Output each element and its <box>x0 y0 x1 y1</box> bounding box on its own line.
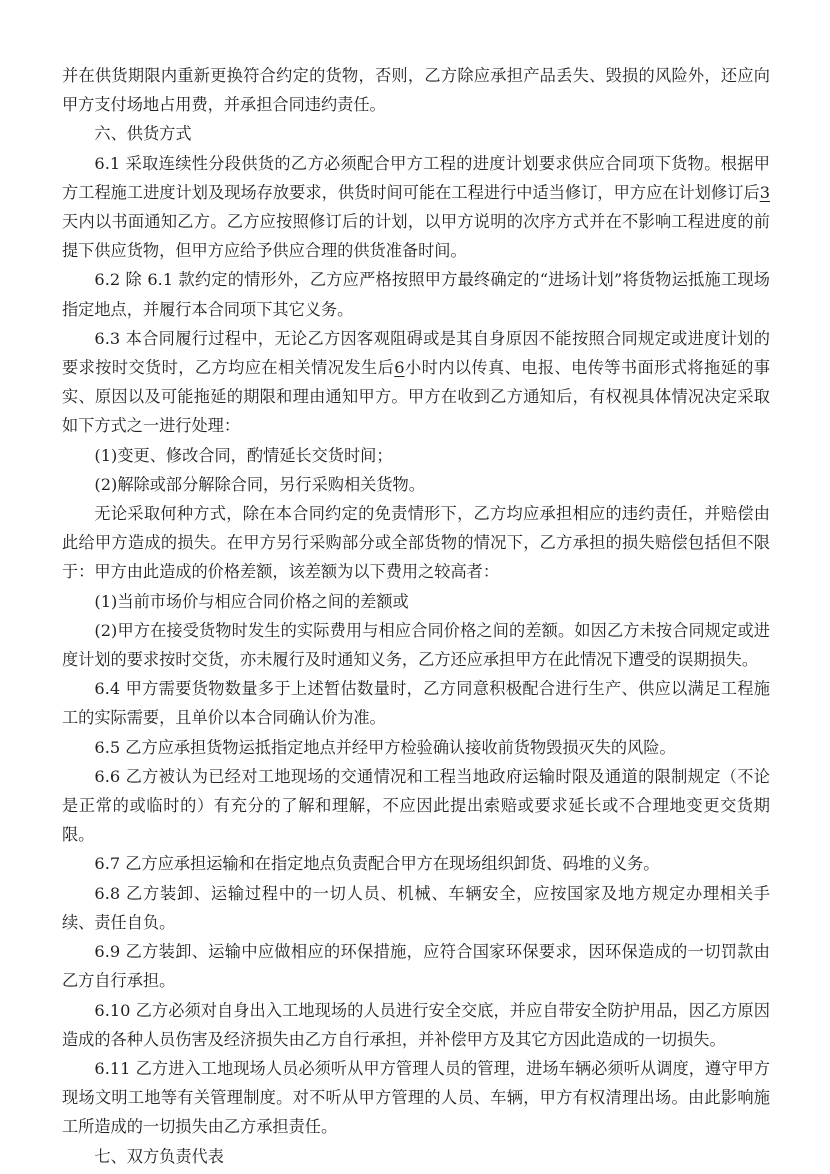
section-heading-7: 七、双方负责代表 <box>94 1146 224 1166</box>
clause-6-4: 6.4 甲方需要货物数量多于上述暂估数量时，乙方同意积极配合进行生产、供应以满足工程施工的实际需要，且单价以本合同确认价为准。 <box>62 679 770 728</box>
clause-6-3-text-b: 小时内以传真、电报、电传等书面形式将拖延的事实、原因以及可能拖延的期限和理由通知甲方。甲方在收到乙方通知后，有权视具体情况决定采取如下方式之一进行处理： <box>62 358 771 436</box>
clause-6-8: 6.8 乙方装卸、运输过程中的一切人员、机械、车辆安全，应按国家及地方规定办理相关手续、责任自负。 <box>62 883 770 932</box>
clause-6-1 <box>62 149 770 266</box>
clause-6-3-option-1: (1)变更、修改合同，酌情延长交货时间； <box>94 445 393 465</box>
document-body <box>62 61 770 1171</box>
paragraph-continuation: 并在供货期限内重新更换符合约定的货物，否则，乙方除应承担产品丢失、毁损的风险外，还应向甲方支付场地占用费，并承担合同违约责任。 <box>62 66 770 115</box>
clause-6-9: 6.9 乙方装卸、运输中应做相应的环保措施，应符合国家环保要求，因环保造成的一切罚款由乙方自行承担。 <box>62 942 770 991</box>
clause-6-3-hours-value: 6 <box>394 358 405 378</box>
clause-6-5: 6.5 乙方应承担货物运抵指定地点并经甲方检验确认接收前货物毁损灭失的风险。 <box>94 737 676 757</box>
clause-6-11: 6.11 乙方进入工地现场人员必须听从甲方管理人员的管理，进场车辆必须听从调度，遵守甲方现场文明工地等有关管理制度。对不听从甲方管理的人员、车辆，甲方有权清理出场。由此影响施工所造成的一切损失由乙方承担责任。 <box>62 1058 770 1137</box>
clause-6-3 <box>62 324 770 441</box>
clause-6-7: 6.7 乙方应承担运输和在指定地点负责配合甲方在现场组织卸货、码堆的义务。 <box>94 854 660 874</box>
clause-6-10: 6.10 乙方必须对自身出入工地现场的人员进行安全交底，并应自带安全防护用品，因乙方原因造成的各种人员伤害及经济损失由乙方自行承担，并补偿甲方及其它方因此造成的一切损失。 <box>62 1000 770 1049</box>
clause-6-3-difference-1: (1)当前市场价与相应合同价格之间的差额或 <box>94 591 409 611</box>
clause-6-1-days-value: 3 <box>759 182 770 202</box>
clause-6-1-text-b: 天内以书面通知乙方。乙方应按照修订后的计划，以甲方说明的次序方式并在不影响工程进度的前提下供应货物，但甲方应给予供应合理的供货准备时间。 <box>62 212 770 261</box>
clause-6-1-text-a: 6.1 采取连续性分段供货的乙方必须配合甲方工程的进度计划要求供应合同项下货物。根据甲方工程施工进度计划及现场存放要求，供货时间可能在工程进行中适当修订，甲方应在计划修订后 <box>62 153 770 202</box>
clause-6-2: 6.2 除 6.1 款约定的情形外，乙方应严格按照甲方最终确定的“进场计划”将货物运抵施工现场指定地点，并履行本合同项下其它义务。 <box>62 270 770 319</box>
clause-6-3-option-2: (2)解除或部分解除合同，另行采购相关货物。 <box>94 474 425 494</box>
section-heading-6: 六、供货方式 <box>94 124 192 144</box>
clause-6-3-difference-2: (2)甲方在接受货物时发生的实际费用与相应合同价格之间的差额。如因乙方未按合同规定或进度计划的要求按时交货，亦未履行及时通知义务，乙方还应承担甲方在此情况下遭受的误期损失。 <box>62 620 770 670</box>
clause-6-3-liability: 无论采取何种方式，除在本合同约定的免责情形下，乙方均应承担相应的违约责任，并赔偿由此给甲方造成的损失。在甲方另行采购部分或全部货物的情况下，乙方承担的损失赔偿包括但不限于：甲方由此造成的价格差额，该差额为以下费用之较高者： <box>62 504 770 582</box>
clause-6-6: 6.6 乙方被认为已经对工地现场的交通情况和工程当地政府运输时限及通道的限制规定（不论是正常的或临时的）有充分的了解和理解，不应因此提出索赔或要求延长或不合理地变更交货期限。 <box>62 766 770 845</box>
clause-6-3-text-a: 6.3 本合同履行过程中，无论乙方因客观阻碍或是其自身原因不能按照合同规定或进度计划的要求按时交货时，乙方均应在相关情况发生后 <box>62 328 770 378</box>
